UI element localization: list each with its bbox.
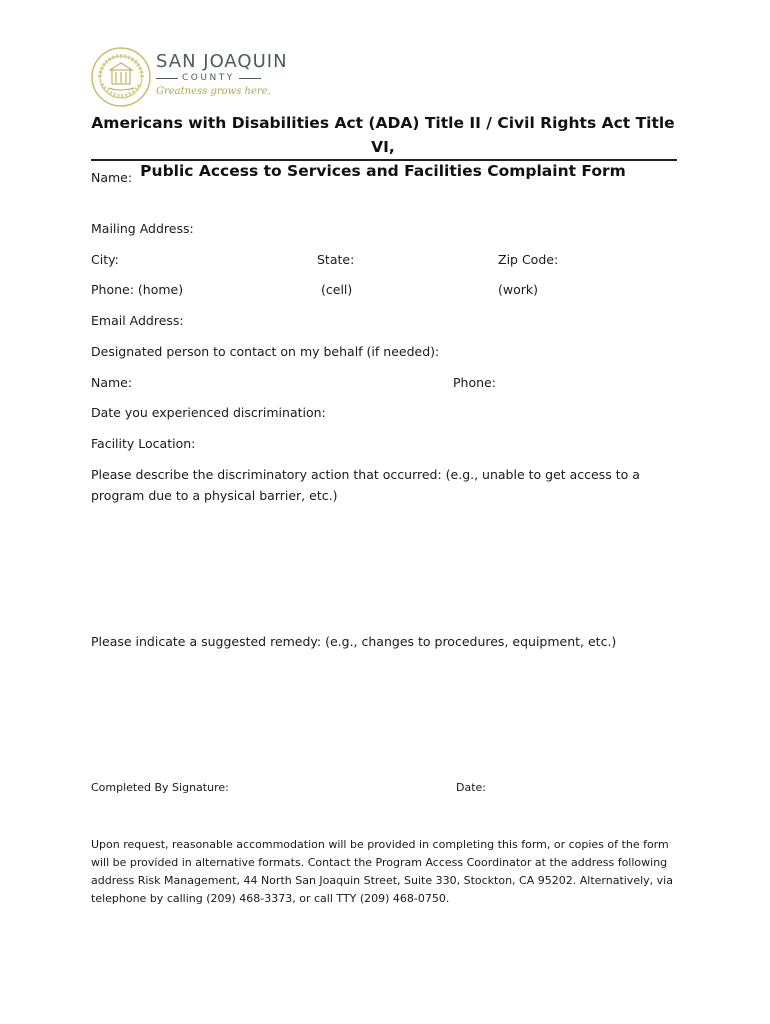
remedy-label: Please indicate a suggested remedy: (e.g., changes to procedures, equipment, etc.) xyxy=(91,634,617,649)
email-address-label: Email Address: xyxy=(91,313,184,328)
designated-person-label: Designated person to contact on my behalf (if needed): xyxy=(91,344,440,359)
signature-label: Completed By Signature: xyxy=(91,781,229,794)
facility-location-label: Facility Location: xyxy=(91,436,196,451)
phone-cell-label: (cell) xyxy=(321,282,353,297)
name-label: Name: xyxy=(91,170,133,185)
phone-home-label: Phone: (home) xyxy=(91,282,184,297)
city-label: City: xyxy=(91,252,119,267)
designated-name-label: Name: xyxy=(91,375,133,390)
county-seal-icon xyxy=(90,46,152,108)
form-title xyxy=(80,111,686,183)
state-label: State: xyxy=(317,252,355,267)
brand-name: SAN JOAQUIN xyxy=(156,51,288,72)
form-title-line-2: Public Access to Services and Facilities Complaint Form xyxy=(140,162,626,180)
brand-rule-right xyxy=(239,78,261,79)
county-logo xyxy=(90,46,290,110)
accommodation-notice: Upon request, reasonable accommodation will be provided in completing this form, or copies of the form will be provided in alternative formats. Contact the Program Access Coordinator at the address following address Risk Management, 44 North San Joaquin Street, Suite 330, Stockton, CA 95202. Alternatively, via telephone by calling (209) 468-3373, or call TTY (209) 468-0750. xyxy=(91,838,673,905)
brand-county xyxy=(156,73,296,83)
zip-code-label: Zip Code: xyxy=(498,252,559,267)
title-divider xyxy=(91,159,677,161)
brand-county-text: COUNTY xyxy=(182,73,235,83)
brand-rule-left xyxy=(156,78,178,79)
signature-date-label: Date: xyxy=(456,781,486,794)
mailing-address-label: Mailing Address: xyxy=(91,221,194,236)
discrimination-date-label: Date you experienced discrimination: xyxy=(91,405,326,420)
brand-wordmark xyxy=(156,52,296,97)
phone-work-label: (work) xyxy=(498,282,539,297)
form-title-line-1: Americans with Disabilities Act (ADA) Title II / Civil Rights Act Title VI, xyxy=(91,114,675,156)
designated-phone-label: Phone: xyxy=(453,375,496,390)
describe-action-label: Please describe the discriminatory action that occurred: (e.g., unable to get access to a program due to a physical barrier, etc.) xyxy=(91,467,640,503)
brand-tagline: Greatness grows here. xyxy=(156,86,271,97)
